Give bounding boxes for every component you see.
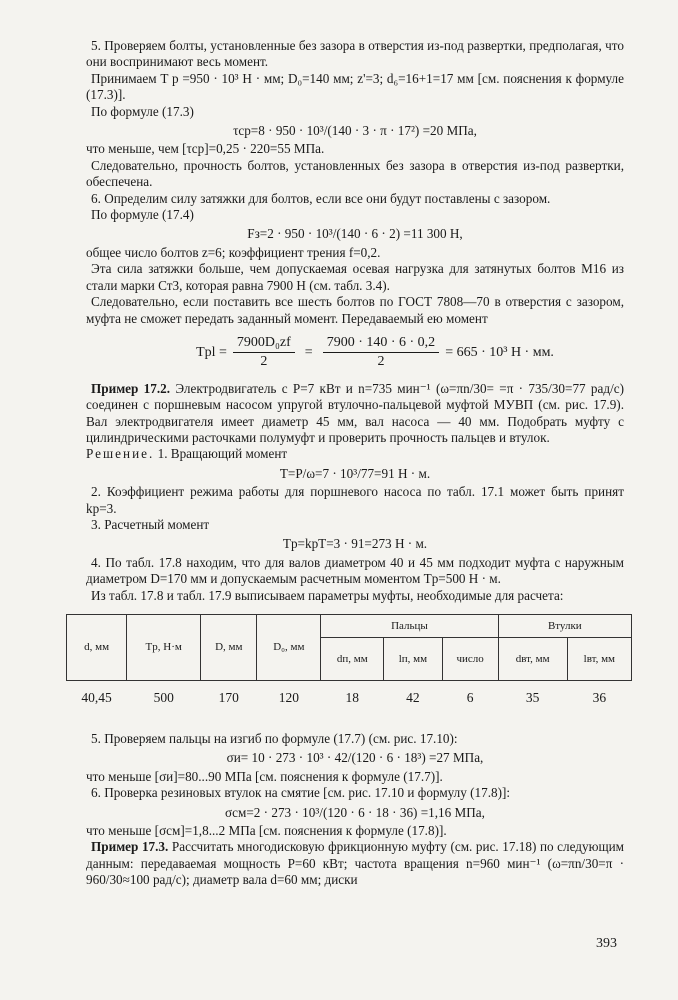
paragraph-table-params: Из табл. 17.8 и табл. 17.9 выписываем параметры муфты, необходимые для расчета: [91,587,564,603]
paragraph-tightening-force: 6. Определим силу затяжки для болтов, если все они будут поставлены с зазором. [91,190,551,206]
formula-design-moment: Tр=kрT=3 · 91=273 Н · м. [282,536,428,552]
formula-shear-stress: τср=8 · 950 · 10³/(140 · 3 · π · 17²) =20 МПа, [233,123,477,139]
header-lp: lп, мм [384,638,442,681]
fraction-2 [323,335,440,371]
table-row [67,681,632,716]
header-D0: D₀, мм [257,615,321,681]
equals-sign: = [304,344,313,360]
paragraph-bolts-check: 5. Проверяем болты, установленные без зазора в отверстия из-под развертки, предполагая, что они воспринимают весь момент. [86,38,624,70]
formula-rhs: = 665 · 10³ Н · мм. [445,344,554,360]
header-chislo: число [442,638,498,681]
table-cell: 500 [127,681,201,716]
paragraph-conclusion: Следовательно, если поставить все шесть болтов по ГОСТ 7808—70 в отверстия с зазором, муфта не сможет передать заданный момент. Передаваемый ею момент [86,294,624,326]
solution-label: Решение. [86,446,155,462]
table-cell: 170 [201,681,257,716]
table-cell: 35 [498,681,567,716]
formula-torque: T=P/ω=7 · 10³/77=91 Н · м. [279,465,431,481]
formula-tightening-force: Fз=2 · 950 · 10³/(140 · 6 · 2) =11 300 Н, [247,226,463,242]
paragraph-solution [86,446,624,462]
table-cell: 40,45 [67,681,127,716]
formula-transmitted-moment [126,335,624,371]
fraction-2-denominator: 2 [377,354,385,370]
table-cell: 6 [442,681,498,716]
header-lvt: lвт, мм [567,638,631,681]
table-cell: 120 [257,681,321,716]
formula-lhs: Tpl = [196,344,227,360]
formula-crush-stress: σсм=2 · 273 · 10³/(120 · 6 · 18 · 36) =1,16 МПа, [225,804,485,820]
paragraph-accept-values: Принимаем T р =950 · 10³ Н · мм; D₀=140 мм; z'=3; d₆=16+1=17 мм [см. пояснения к формуле (17.3)]. [86,70,624,103]
page-body [81,38,625,889]
header-dp: dп, мм [321,638,384,681]
paragraph-pin-bending: 5. Проверяем пальцы на изгиб по формуле (17.7) (см. рис. 17.10): [91,731,458,746]
coupling-parameters-table [66,614,632,715]
paragraph-bushing-crush: 6. Проверка резиновых втулок на смятие [см. рис. 17.10 и формулу (17.8)]: [91,785,511,801]
example-17-2-label: Пример 17.2. [91,380,171,396]
table-cell: 36 [567,681,631,716]
paragraph-force-exceeds: Эта сила затяжки больше, чем допускаемая осевая нагрузка для затянутых болтов М16 из стали марки Ст3, которая равна 7900 Н (см. табл. 3.4). [86,261,624,293]
page-number: 393 [596,936,617,951]
paragraph-mode-coefficient: 2. Коэффициент режима работы для поршневого насоса по табл. 17.1 может быть принят kр=3. [86,484,624,516]
header-D: D, мм [201,615,257,681]
paragraph-design-moment: 3. Расчетный момент [91,516,210,532]
fraction-1-denominator: 2 [260,354,268,370]
formula-bending-stress: σи= 10 · 273 · 10³ · 42/(120 · 6 · 18³) =27 МПа, [226,750,484,766]
paragraph-example-17-3 [86,839,624,888]
paragraph-strength-ok: Следовательно, прочность болтов, установленных без зазора в отверстия из-под развертки, обеспечена. [86,157,624,190]
fraction-1-numerator: 7900D₀zf [233,335,295,353]
fraction-2-numerator: 7900 · 140 · 6 · 0,2 [323,335,440,353]
header-paltsy: Пальцы [321,615,498,638]
solution-text: 1. Вращающий момент [157,446,288,462]
paragraph-bending-ok: что меньше [σи]=80...90 МПа [см. пояснения к формуле (17.7)]. [86,768,443,784]
example-17-3-label: Пример 17.3. [91,839,169,855]
fraction-1 [233,335,295,371]
paragraph-example-17-2 [86,381,624,447]
paragraph-formula-ref-1: По формуле (17.3) [91,103,194,119]
paragraph-formula-ref-2: По формуле (17.4) [91,207,194,223]
paragraph-less-than: что меньше, чем [τср]=0,25 · 220=55 МПа. [86,141,325,157]
header-tp: Tр, Н·м [127,615,201,681]
table-cell: 18 [321,681,384,716]
example-17-2-text: Электродвигатель с P=7 кВт и n=735 мин⁻¹ (ω=πn/30= =π · 735/30=77 рад/с) соединен с поршневым насосом упругой втулочно-пальцевой муфтой МУВП (см. рис. 17.9). Вал электродвигателя имеет диаметр 45 мм, вал насоса — 40 мм. Подобрать муфту с цилиндрическими расточками полумуфт и проверить прочность пальцев и втулок. [86,380,624,445]
paragraph-crush-ok: что меньше [σсм]=1,8...2 МПа [см. пояснения к формуле (17.8)]. [86,823,447,839]
header-d: d, мм [67,615,127,681]
header-vtulki: Втулки [498,615,631,638]
paragraph-table-lookup: 4. По табл. 17.8 находим, что для валов диаметром 40 и 45 мм подходит муфта с наружным диаметром D=170 мм и допускаемым расчетным моментом Tр=500 Н · м. [86,554,624,587]
header-dvt: dвт, мм [498,638,567,681]
paragraph-bolt-count: общее число болтов z=6; коэффициент трения f=0,2. [86,244,381,260]
table-cell: 42 [384,681,442,716]
example-17-3-text: Рассчитать многодисковую фрикционную муфту (см. рис. 17.18) по следующим данным: передаваемая мощность P=60 кВт; частота вращения n=960 мин⁻¹ (ω=πn/30=π · 960/30≈100 рад/с); диаметр вала d=60 мм; диски [86,839,625,888]
